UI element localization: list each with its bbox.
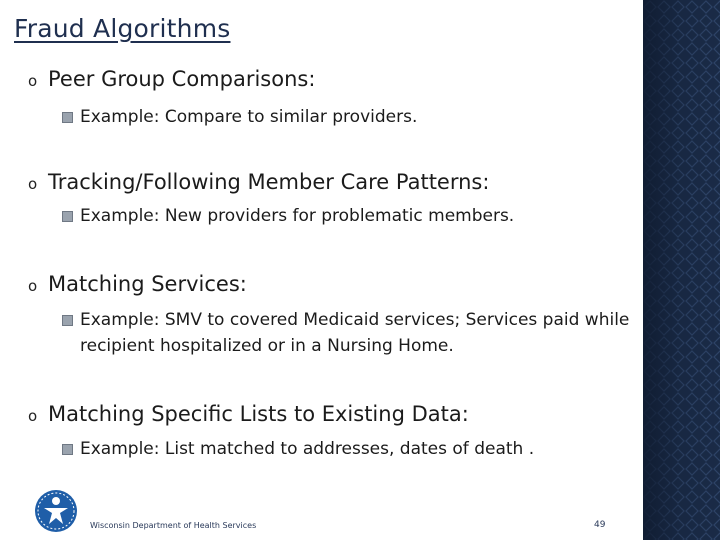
bullet-heading: Matching Specific Lists to Existing Data: <box>48 402 469 426</box>
sub-bullet-item <box>62 436 632 462</box>
bullet-heading: Matching Services: <box>48 272 247 296</box>
bullet-heading: Tracking/Following Member Care Patterns: <box>48 170 490 194</box>
sub-bullet-item <box>62 203 632 229</box>
bullet-item <box>28 170 489 194</box>
sub-bullet-text: Example: SMV to covered Medicaid services; Services paid while recipient hospitalized or in a Nursing Home. <box>80 310 630 356</box>
footer-text: Wisconsin Department of Health Services <box>90 521 257 530</box>
sub-bullet-item <box>62 307 632 359</box>
bullet-item <box>28 402 469 426</box>
circle-bullet-icon: o <box>28 72 38 90</box>
sub-bullet-text: Example: New providers for problematic members. <box>80 206 515 226</box>
dhs-logo-icon <box>34 489 78 533</box>
square-bullet-icon <box>62 112 73 123</box>
slide-title: Fraud Algorithms <box>14 14 231 43</box>
square-bullet-icon <box>62 444 73 455</box>
bullet-item <box>28 67 315 91</box>
bullet-item <box>28 272 247 296</box>
square-bullet-icon <box>62 211 73 222</box>
circle-bullet-icon: o <box>28 277 38 295</box>
circle-bullet-icon: o <box>28 407 38 425</box>
sub-bullet-text: Example: Compare to similar providers. <box>80 107 418 127</box>
sub-bullet-text: Example: List matched to addresses, dates of death . <box>80 439 535 459</box>
square-bullet-icon <box>62 315 73 326</box>
circle-bullet-icon: o <box>28 175 38 193</box>
bullet-heading: Peer Group Comparisons: <box>48 67 316 91</box>
page-number: 49 <box>594 520 606 530</box>
sidebar-pattern <box>643 0 720 540</box>
sub-bullet-item <box>62 104 632 130</box>
